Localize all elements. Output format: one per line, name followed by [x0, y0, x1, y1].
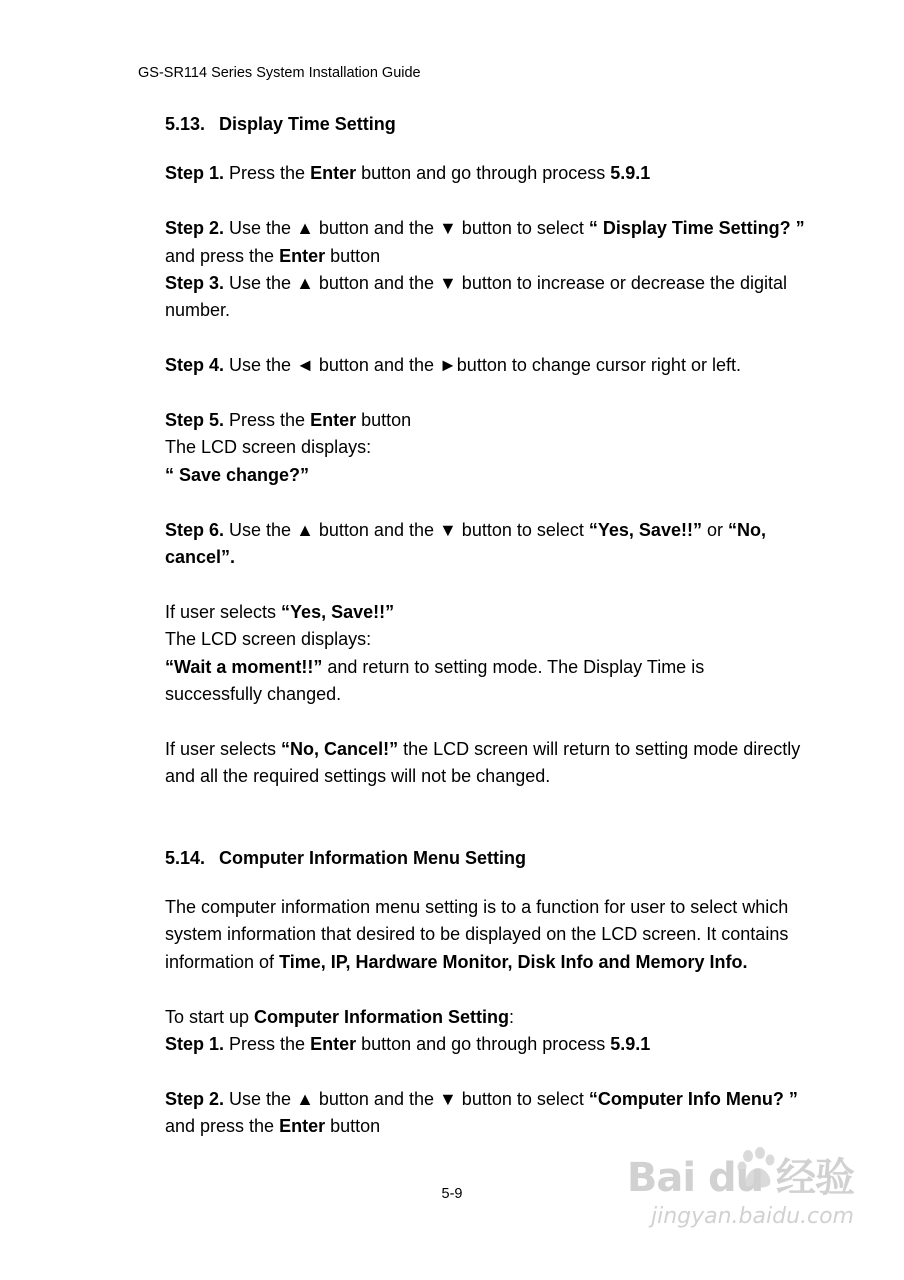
watermark-url: jingyan.baidu.com — [650, 1204, 854, 1229]
watermark-logo-text: Bai du 经验 — [626, 1155, 854, 1201]
section-number: 5.14. — [165, 847, 206, 868]
section-title: Display Time Setting — [219, 114, 396, 134]
step-2: Step 2. Use the ▲ button and the ▼ button to select “ Display Time Setting? ” and press the Enter button — [165, 218, 805, 266]
section-number: 5.13. — [165, 114, 206, 134]
step-1: Step 1. Press the Enter button and go through process 5.9.1 — [165, 1034, 651, 1055]
section-heading-5-13 — [165, 111, 805, 138]
lcd-display-label: The LCD screen displays: — [165, 629, 372, 650]
step-6: Step 6. Use the ▲ button and the ▼ button to select “Yes, Save!!” or “No, cancel”. — [165, 519, 766, 568]
page-header: GS-SR114 Series System Installation Guide — [138, 65, 421, 81]
option-no: If user selects “No, Cancel!” the LCD screen will return to setting mode directly and all the required settings will not be changed. — [165, 738, 801, 787]
step-3: Step 3. Use the ▲ button and the ▼ button to increase or decrease the digital number. — [165, 273, 788, 321]
lcd-display-label: The LCD screen displays: — [165, 437, 372, 458]
page-content — [165, 111, 805, 1141]
step-1: Step 1. Press the Enter button and go through process 5.9.1 — [165, 163, 651, 184]
baidu-watermark — [626, 1146, 854, 1246]
step-2: Step 2. Use the ▲ button and the ▼ button to select “Computer Info Menu? ” and press the Enter button — [165, 1088, 798, 1137]
section-title: Computer Information Menu Setting — [219, 847, 526, 868]
intro-paragraph: The computer information menu setting is to a function for user to select which system information that desired to be displayed on the LCD screen. It contains information of Time, IP, Hardware Monitor, Disk Info and Memory Info. — [165, 897, 789, 972]
lcd-message-wait: “Wait a moment!!” and return to setting mode. The Display Time is successfully changed. — [165, 656, 705, 705]
page-number: 5-9 — [441, 1186, 463, 1202]
step-4: Step 4. Use the ◄ button and the ►button to change cursor right or left. — [165, 355, 741, 376]
lcd-message-save: “ Save change?” — [165, 464, 310, 485]
section-heading-5-14 — [165, 845, 805, 872]
start-line: To start up Computer Information Setting: — [165, 1006, 515, 1027]
option-yes: If user selects “Yes, Save!!” — [165, 601, 395, 622]
step-5: Step 5. Press the Enter button — [165, 410, 412, 431]
